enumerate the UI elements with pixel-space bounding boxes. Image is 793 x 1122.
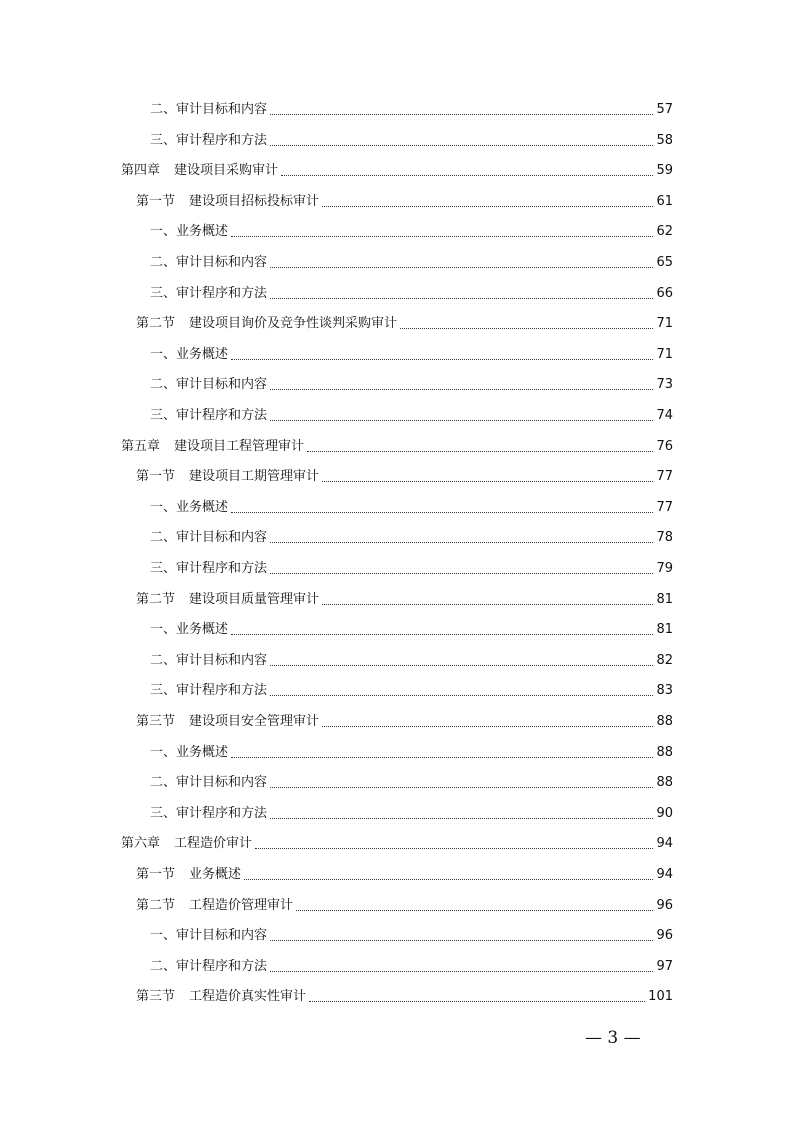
toc-entry-number: 第五章 — [121, 438, 161, 454]
toc-entry-number: 第二节 — [136, 897, 176, 913]
toc-leader-dots — [270, 388, 653, 390]
toc-entry-label: 一、业务概述 — [150, 224, 229, 240]
toc-entry-title — [136, 194, 319, 210]
toc-leader-dots — [322, 480, 653, 482]
toc-entry-page: 71 — [656, 316, 673, 332]
toc-entry-page: 81 — [656, 622, 673, 638]
toc-entry-page: 101 — [648, 989, 673, 1005]
toc-leader-dots — [400, 327, 653, 329]
toc-entry-number: 第一节 — [136, 469, 176, 485]
toc-entry-page: 81 — [656, 591, 673, 607]
toc-entry-page: 83 — [656, 683, 673, 699]
toc-entry-number: 第二节 — [136, 591, 176, 607]
toc-entry-page: 79 — [656, 561, 673, 576]
toc-entry[interactable] — [150, 767, 673, 791]
toc-entry[interactable] — [150, 125, 673, 149]
toc-entry-label: 二、审计目标和内容 — [150, 652, 268, 668]
toc-leader-dots — [322, 603, 653, 605]
toc-entry-number: 第三节 — [136, 714, 176, 729]
toc-entry-label: 建设项目询价及竞争性谈判采购审计 — [189, 316, 398, 332]
toc-leader-dots — [270, 419, 653, 421]
toc-entry[interactable] — [150, 400, 673, 424]
toc-entry-page: 73 — [656, 377, 673, 393]
toc-entry-title — [150, 530, 267, 546]
toc-entry[interactable] — [150, 951, 673, 975]
toc-entry-label: 工程造价管理审计 — [189, 897, 294, 913]
toc-entry-label: 三、审计程序和方法 — [150, 408, 268, 423]
toc-entry-label: 二、审计目标和内容 — [150, 377, 268, 393]
toc-entry-title — [150, 224, 228, 240]
toc-entry-number: 第四章 — [121, 163, 161, 179]
toc-entry-title — [150, 959, 267, 975]
toc-entry[interactable] — [150, 522, 673, 546]
toc-entry-label: 建设项目安全管理审计 — [189, 714, 320, 729]
toc-entry-label: 一、业务概述 — [150, 744, 229, 760]
toc-entry-title — [150, 622, 228, 638]
toc-leader-dots — [270, 939, 653, 941]
toc-entry-title — [150, 133, 267, 149]
toc-entry[interactable] — [150, 737, 673, 761]
toc-leader-dots — [270, 694, 653, 696]
toc-entry-title — [150, 561, 267, 577]
toc-entry-page: 58 — [656, 132, 673, 148]
toc-entry-title — [121, 836, 252, 852]
toc-leader-dots — [231, 511, 653, 513]
toc-entry-label: 一、业务概述 — [150, 499, 229, 515]
toc-leader-dots — [322, 205, 653, 207]
toc-entry[interactable] — [136, 461, 673, 485]
toc-entry-title — [150, 347, 228, 363]
toc-entry[interactable] — [136, 186, 673, 210]
toc-entry-page: 94 — [656, 867, 673, 882]
toc-entry-title — [121, 439, 304, 455]
toc-entry[interactable] — [150, 675, 673, 699]
toc-entry-page: 74 — [656, 408, 673, 423]
toc-entry-label: 二、审计目标和内容 — [150, 530, 268, 546]
toc-entry-page: 77 — [656, 469, 673, 485]
toc-entry-label: 三、审计程序和方法 — [150, 132, 268, 148]
toc-entry[interactable] — [121, 155, 673, 179]
toc-entry-number: 第六章 — [121, 836, 161, 852]
toc-entry[interactable] — [150, 94, 673, 118]
toc-entry-label: 三、审计程序和方法 — [150, 683, 268, 699]
toc-entry-title — [136, 898, 293, 914]
toc-entry[interactable] — [136, 890, 673, 914]
toc-entry-title — [150, 745, 228, 761]
toc-entry-title — [150, 775, 267, 791]
toc-entry-label: 建设项目工程管理审计 — [174, 438, 305, 454]
toc-entry-label: 三、审计程序和方法 — [150, 805, 268, 821]
toc-leader-dots — [281, 174, 653, 176]
toc-entry-title — [150, 255, 267, 271]
toc-entry[interactable] — [150, 339, 673, 363]
toc-entry-title — [150, 102, 267, 118]
toc-leader-dots — [270, 817, 653, 819]
toc-entry[interactable] — [136, 584, 673, 608]
toc-entry-title — [136, 714, 319, 730]
toc-leader-dots — [231, 633, 653, 635]
toc-entry-page: 66 — [656, 285, 673, 301]
toc-entry-label: 建设项目工期管理审计 — [189, 469, 320, 485]
toc-entry-label: 三、审计程序和方法 — [150, 561, 268, 576]
toc-entry[interactable] — [150, 369, 673, 393]
toc-entry-page: 88 — [656, 744, 673, 760]
toc-entry-title — [150, 500, 228, 516]
toc-leader-dots — [270, 541, 653, 543]
toc-leader-dots — [270, 664, 653, 666]
toc-entry-page: 82 — [656, 652, 673, 668]
toc-entry-page: 97 — [656, 958, 673, 974]
toc-entry-page: 77 — [656, 499, 673, 515]
page-number: — 3 — — [585, 1028, 641, 1048]
toc-entry-page: 96 — [656, 928, 673, 944]
toc-entry-title — [150, 928, 267, 944]
toc-leader-dots — [270, 786, 653, 788]
toc-entry-label: 一、业务概述 — [150, 622, 229, 638]
toc-entry-page: 76 — [656, 438, 673, 454]
toc-entry[interactable] — [136, 706, 673, 730]
toc-entry-label: 一、业务概述 — [150, 346, 229, 362]
toc-entry[interactable] — [150, 645, 673, 669]
toc-entry-title — [121, 163, 278, 179]
toc-entry-number: 第二节 — [136, 316, 176, 332]
toc-entry-title — [136, 316, 397, 332]
toc-entry-label: 一、审计目标和内容 — [150, 928, 268, 944]
toc-leader-dots — [270, 266, 653, 268]
toc-leader-dots — [296, 909, 653, 911]
toc-entry-label: 业务概述 — [189, 867, 242, 882]
toc-entry-page: 88 — [656, 775, 673, 791]
toc-leader-dots — [231, 358, 653, 360]
toc-entry[interactable] — [150, 798, 673, 822]
toc-entry-title — [150, 683, 267, 699]
toc-entry-title — [150, 806, 267, 822]
toc-entry[interactable] — [121, 431, 673, 455]
toc-entry-label: 工程造价审计 — [174, 836, 253, 852]
toc-entry-page: 61 — [656, 193, 673, 209]
toc-leader-dots — [270, 572, 653, 574]
toc-entry-number: 第三节 — [136, 989, 176, 1005]
toc-entry-page: 65 — [656, 255, 673, 270]
toc-entry[interactable] — [121, 828, 673, 852]
toc-entry-label: 建设项目采购审计 — [174, 163, 279, 179]
toc-leader-dots — [255, 847, 653, 849]
toc-entry-title — [136, 867, 241, 883]
toc-entry[interactable] — [150, 247, 673, 271]
toc-entry-title — [150, 653, 267, 669]
toc-leader-dots — [270, 113, 653, 115]
toc-leader-dots — [270, 970, 653, 972]
toc-entry-page: 88 — [656, 714, 673, 729]
toc-leader-dots — [322, 725, 653, 727]
toc-entry-title — [150, 377, 267, 393]
toc-entry-label: 二、审计目标和内容 — [150, 775, 268, 791]
toc-entry-label: 建设项目招标投标审计 — [189, 193, 320, 209]
toc-entry-label: 二、审计目标和内容 — [150, 102, 268, 117]
toc-entry-page: 96 — [656, 897, 673, 913]
toc-entry-title — [136, 592, 319, 608]
toc-entry-page: 78 — [656, 530, 673, 546]
toc-leader-dots — [270, 297, 653, 299]
toc-entry-page: 71 — [656, 346, 673, 362]
toc-entry-title — [150, 286, 267, 302]
toc-leader-dots — [270, 144, 653, 146]
toc-entry[interactable] — [150, 614, 673, 638]
toc-entry-page: 57 — [656, 102, 673, 117]
toc-entry-title — [136, 989, 306, 1005]
toc-entry[interactable] — [136, 308, 673, 332]
toc-entry-page: 62 — [656, 224, 673, 240]
toc-leader-dots — [309, 1000, 645, 1002]
toc-entry-title — [136, 469, 319, 485]
toc-entry-label: 三、审计程序和方法 — [150, 285, 268, 301]
toc-entry-number: 第一节 — [136, 867, 176, 882]
toc-entry[interactable] — [150, 553, 673, 577]
toc-entry-page: 90 — [656, 805, 673, 821]
toc-leader-dots — [231, 235, 653, 237]
toc-leader-dots — [307, 450, 653, 452]
toc-entry[interactable] — [150, 920, 673, 944]
toc-entry[interactable] — [150, 216, 673, 240]
toc-leader-dots — [231, 756, 653, 758]
toc-entry-label: 二、审计目标和内容 — [150, 255, 268, 270]
toc-entry[interactable] — [136, 981, 673, 1005]
toc-entry-page: 94 — [656, 836, 673, 852]
toc-entry-label: 建设项目质量管理审计 — [189, 591, 320, 607]
toc-entry[interactable] — [150, 278, 673, 302]
toc-entry-label: 工程造价真实性审计 — [189, 989, 307, 1005]
toc-entry-page: 59 — [656, 163, 673, 179]
toc-entry-label: 二、审计程序和方法 — [150, 958, 268, 974]
toc-entry[interactable] — [150, 492, 673, 516]
toc-entry-number: 第一节 — [136, 193, 176, 209]
toc-leader-dots — [244, 878, 653, 880]
toc-entry[interactable] — [136, 859, 673, 883]
toc-entry-title — [150, 408, 267, 424]
